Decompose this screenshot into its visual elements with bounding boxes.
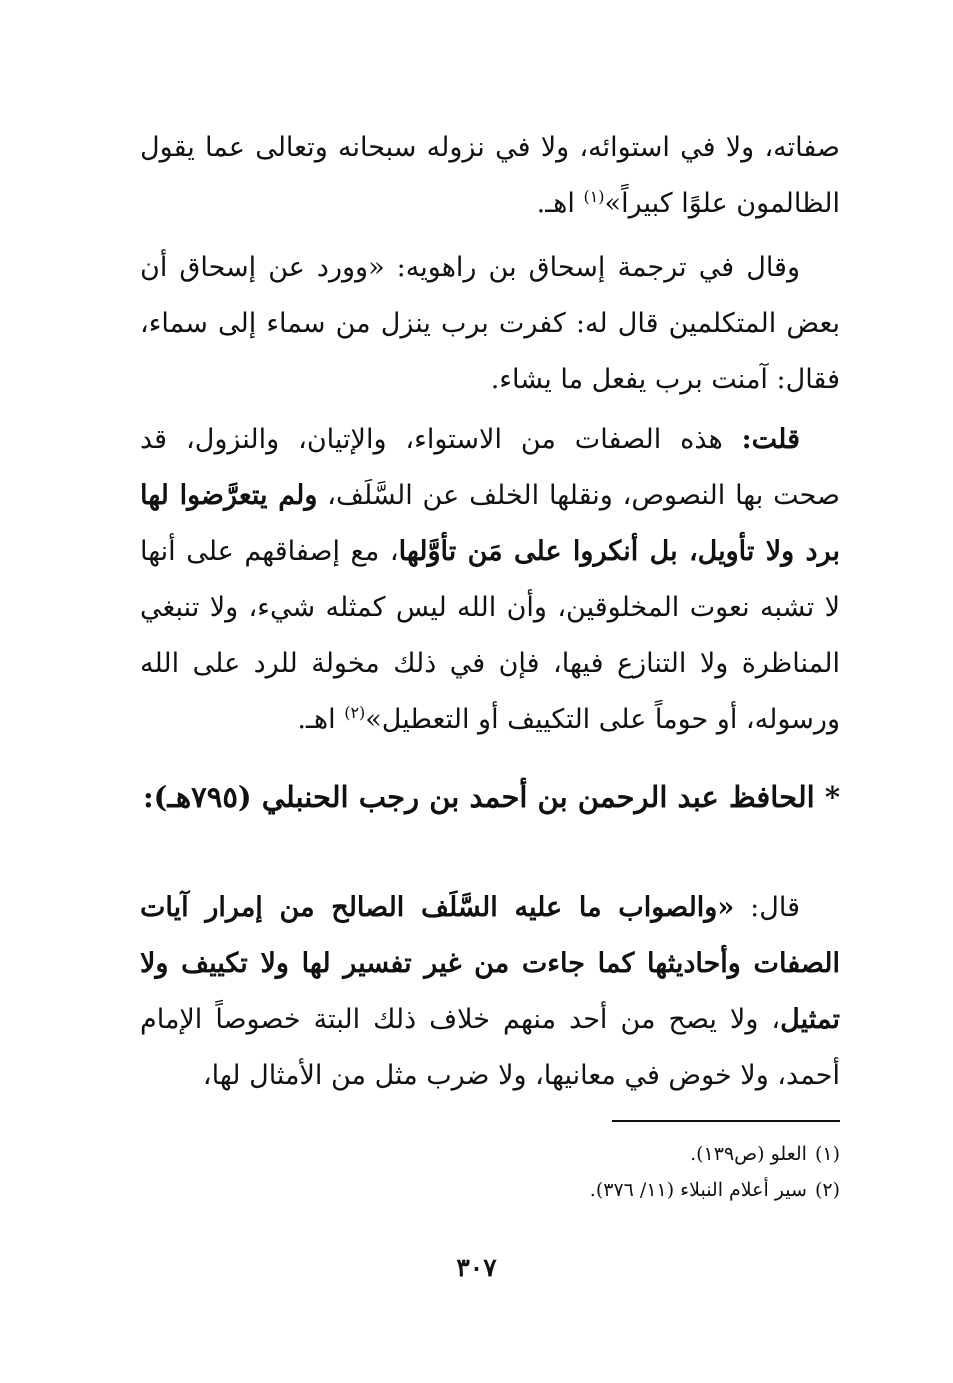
paragraph-continuation bbox=[140, 120, 840, 232]
paragraph-ishaq bbox=[140, 240, 840, 408]
paragraph-text: ، ولا يصح من أحد منهم خلاف ذلك البتة خصوصاً الإمام أحمد، ولا خوض في معانيها، ولا ضرب مثل من الأمثال لها، bbox=[140, 1004, 840, 1091]
abbrev-end: اهـ. bbox=[536, 188, 584, 219]
footnote-text: سير أعلام النبلاء (١١/ ٣٧٦). bbox=[589, 1179, 807, 1201]
footnote-number: (١) bbox=[814, 1143, 840, 1165]
paragraph-text: صفاته، ولا في استوائه، ولا في نزوله سبحانه وتعالى عما يقول الظالمون علوًا كبيراً» bbox=[140, 132, 840, 219]
footnote-number: (٢) bbox=[814, 1179, 840, 1201]
footnote-1 bbox=[140, 1136, 840, 1172]
paragraph-text: هذه الصفات من الاستواء، والإتيان، والنزول، قد صحت بها النصوص، ونقلها الخلف عن السَّلَف، bbox=[140, 424, 840, 511]
footnote-2 bbox=[140, 1172, 840, 1208]
section-heading: * الحافظ عبد الرحمن بن أحمد بن رجب الحنبلي (٧٩٥هـ): bbox=[142, 780, 840, 814]
paragraph-text: قال: bbox=[734, 892, 800, 923]
abbrev-end: اهـ. bbox=[297, 704, 345, 735]
paragraph-text: ، مع إصفاقهم على أنها لا تشبه نعوت المخلوقين، وأن الله ليس كمثله شيء، ولا تنبغي المناظرة ولا التنازع فيها، فإن في ذلك مخولة للرد على الله ورسوله، أو حوماً على التكييف أو التعطيل» bbox=[140, 536, 840, 735]
footnotes bbox=[140, 1136, 840, 1208]
bold-phrase: «والصواب ما عليه السَّلَف الصالح من إمرار آيات الصفات وأحاديثها كما جاءت من غير تفسير لها ولا تكييف ولا تمثيل bbox=[140, 892, 840, 1035]
bold-phrase: ولم يتعرَّضوا لها برد ولا تأويل، بل أنكروا على مَن تأوَّلها bbox=[140, 480, 840, 567]
footnote-separator bbox=[612, 1120, 840, 1122]
paragraph-comment bbox=[140, 412, 840, 748]
footnote-text: العلو (ص١٣٩). bbox=[690, 1143, 807, 1165]
page-number: ٣٠٧ bbox=[456, 1253, 497, 1282]
footnote-ref-2[interactable]: (٢) bbox=[344, 703, 366, 722]
paragraph-text: وقال في ترجمة إسحاق بن راهويه: «وورد عن إسحاق أن بعض المتكلمين قال له: كفرت برب ينزل من سماء إلى سماء، فقال: آمنت برب يفعل ما يشاء. bbox=[140, 252, 840, 395]
paragraph-lead: قلت: bbox=[741, 424, 800, 455]
paragraph-quote bbox=[140, 880, 840, 1104]
footnote-ref-1[interactable]: (١) bbox=[583, 187, 605, 206]
